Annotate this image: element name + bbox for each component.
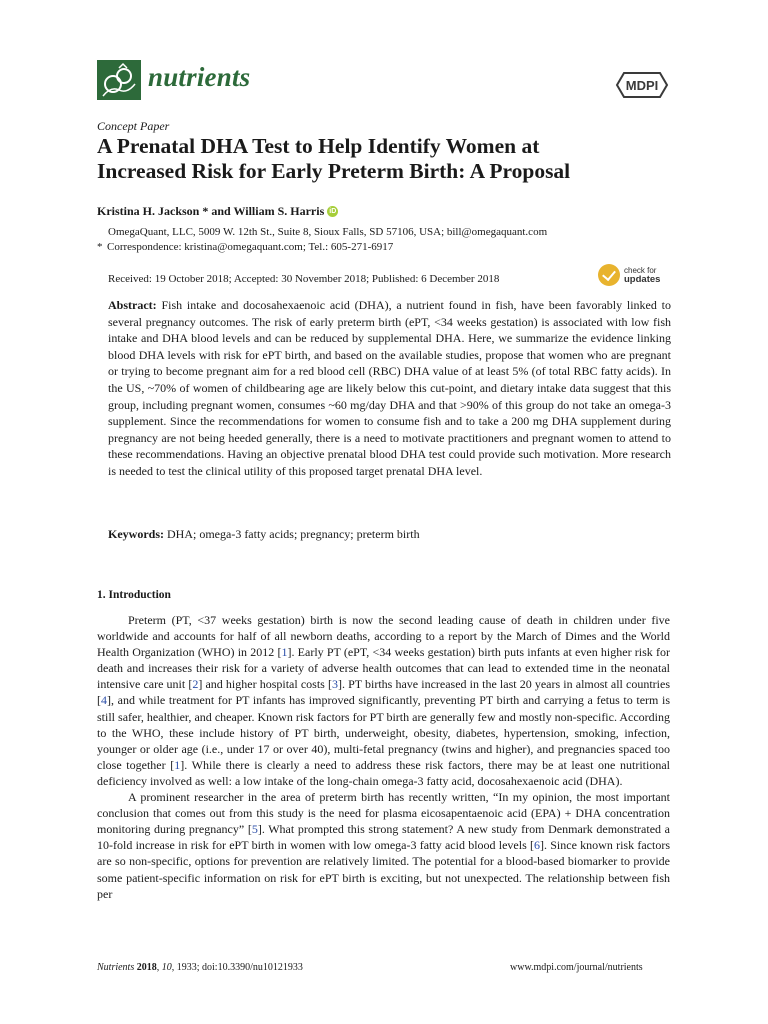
paragraph (97, 612, 670, 789)
paragraph-text: ], and while treatment for PT infants has improved significantly, preventing PT birth and carrying a fetus to term is still safer, healthier, and cheaper. Known risk factors for PT birth are generally few and mostly non-specific. According to the WHO, these include history of PT birth, underweight, obesity, diabetes, hypertension, smoking, infection, younger or older age (i.e., under 17 or over 40), multi-fetal pregnancy (twins and higher), and pregnancies spaced too close together [ (97, 693, 670, 772)
paragraph-text: ]. Since known risk factors are so non-specific, options for prevention are relatively limited. The potential for a blood-based biomarker to provide some patient-specific information on risk for ePT birth is exciting, but not unexpected. The relationship between fish per (97, 838, 670, 901)
article-title (97, 134, 677, 184)
paragraph-text: Preterm (PT, <37 weeks gestation) birth is now the second leading cause of death in children under five worldwide and accounts for half of all newborn deaths, according to a report by the March of Dimes and the World Health Organization (WHO) in 2012 [ (97, 613, 670, 660)
citation-link[interactable]: 1 (281, 645, 288, 660)
paragraph-text: ]. While there is clearly a need to address these risk factors, there may be at least one nutritional deficiency involved as well: a low intake of the long-chain omega-3 fatty acid, docosahexaenoic acid (DHA). (97, 757, 670, 788)
keywords-text: DHA; omega-3 fatty acids; pregnancy; preterm birth (167, 527, 420, 541)
title-line-1: A Prenatal DHA Test to Help Identify Women at (97, 134, 540, 158)
paragraph-text: ]. What prompted this strong statement? A new study from Denmark demonstrated a 10-fold increase in risk for ePT birth in women with low omega-3 fatty acid blood levels [ (97, 822, 670, 853)
citation-footer: Nutrients 2018, 10, 1933; doi:10.3390/nu10121933 (97, 962, 303, 973)
citation-link[interactable]: 6 (534, 838, 541, 853)
correspondence-text: Correspondence: kristina@omegaquant.com; Tel.: 605-271-6917 (107, 241, 394, 253)
paragraph-text: A prominent researcher in the area of preterm birth has recently written, “In my opinion, the most important conclusion that comes out from this study is the need for plasma eicosapentaenoic acid (EPA) + DHA concentration monitoring during pregnancy” [ (97, 790, 670, 837)
footer-doi: , 1933; doi:10.3390/nu10121933 (171, 962, 303, 973)
check-updates-line-1: check for (624, 266, 657, 275)
citation-link[interactable]: 3 (331, 677, 338, 692)
keywords (108, 527, 671, 542)
paragraph-text: ]. Early PT (ePT, <34 weeks gestation) birth puts infants at even higher risk for death and increases their risk for a variety of adverse health outcomes that can lead to extended time in the neonatal intensive care unit [ (97, 645, 670, 692)
title-line-2: Increased Risk for Early Preterm Birth: A Proposal (97, 159, 571, 183)
paragraph-text: ]. PT births have increased in the last 20 years in almost all countries [ (97, 677, 670, 708)
check-for-updates-button[interactable] (598, 261, 670, 289)
journal-logo-icon (97, 60, 141, 100)
author-list (97, 204, 338, 219)
publication-dates: Received: 19 October 2018; Accepted: 30 November 2018; Published: 6 December 2018 (108, 273, 500, 285)
section-heading-introduction: 1. Introduction (97, 589, 171, 601)
abstract-text: Fish intake and docosahexaenoic acid (DHA), a nutrient found in fish, have been favorably linked to several pregnancy outcomes. The risk of early preterm birth (ePT, <34 weeks gestation) is associated with low fish intake and DHA blood levels and can be reduced by supplemental DHA. Here, we summarize the evidence linking blood DHA levels with risk for ePT birth, and based on the available studies, propose that women who are pregnant or trying to become pregnant aim for a red blood cell (RBC) DHA value of at least 5% (of total RBC fatty acids). In the US, ~70% of women of childbearing age are likely below this cut-point, and dietary intake data suggest that this group, including pregnant women, consumes ~60 mg/day DHA and that >90% of this group do not take an omega-3 supplement. Since the recommendations for women to consume fish and to take a 200 mg DHA supplement during pregnancy are not being heeded generally, there is a need to motivate practitioners and pregnant women to attend to these recommendations. Having an objective prenatal blood DHA test could provide such motivation. More research is needed to test the clinical utility of this proposed target prenatal DHA level. (108, 298, 671, 478)
citation-link[interactable]: 2 (192, 677, 199, 692)
correspondence-mark: * (97, 241, 103, 253)
paragraph (97, 789, 670, 902)
journal-name: nutrients (148, 62, 251, 92)
affiliations (97, 225, 548, 255)
publisher-name: MDPI (625, 78, 659, 93)
check-updates-line-2: updates (624, 274, 661, 285)
abstract-label: Abstract: (108, 298, 157, 312)
keywords-label: Keywords: (108, 527, 164, 541)
check-updates-label (624, 266, 660, 284)
checkmark-icon (598, 264, 620, 286)
footer-volume: 10 (161, 962, 172, 973)
correspondence-line (97, 240, 547, 255)
footer-year: 2018 (136, 962, 157, 973)
orcid-icon[interactable]: iD (329, 208, 337, 215)
footer-journal: Nutrients (97, 962, 135, 973)
citation-link[interactable]: 4 (101, 693, 107, 708)
authors-text: Kristina H. Jackson * and William S. Harris (97, 204, 325, 218)
abstract (108, 297, 671, 480)
mdpi-logo-icon (614, 70, 670, 100)
journal-url-link[interactable]: www.mdpi.com/journal/nutrients (510, 962, 643, 973)
citation-link[interactable]: 5 (251, 822, 258, 837)
article-type: Concept Paper (97, 119, 170, 133)
introduction-body (97, 612, 670, 902)
paragraph-text: ] and higher hospital costs [ (198, 677, 332, 692)
citation-link[interactable]: 1 (174, 757, 181, 772)
affiliation-line: OmegaQuant, LLC, 5009 W. 12th St., Suite 8, Sioux Falls, SD 57106, USA; bill@omegaquant.com (108, 226, 548, 238)
